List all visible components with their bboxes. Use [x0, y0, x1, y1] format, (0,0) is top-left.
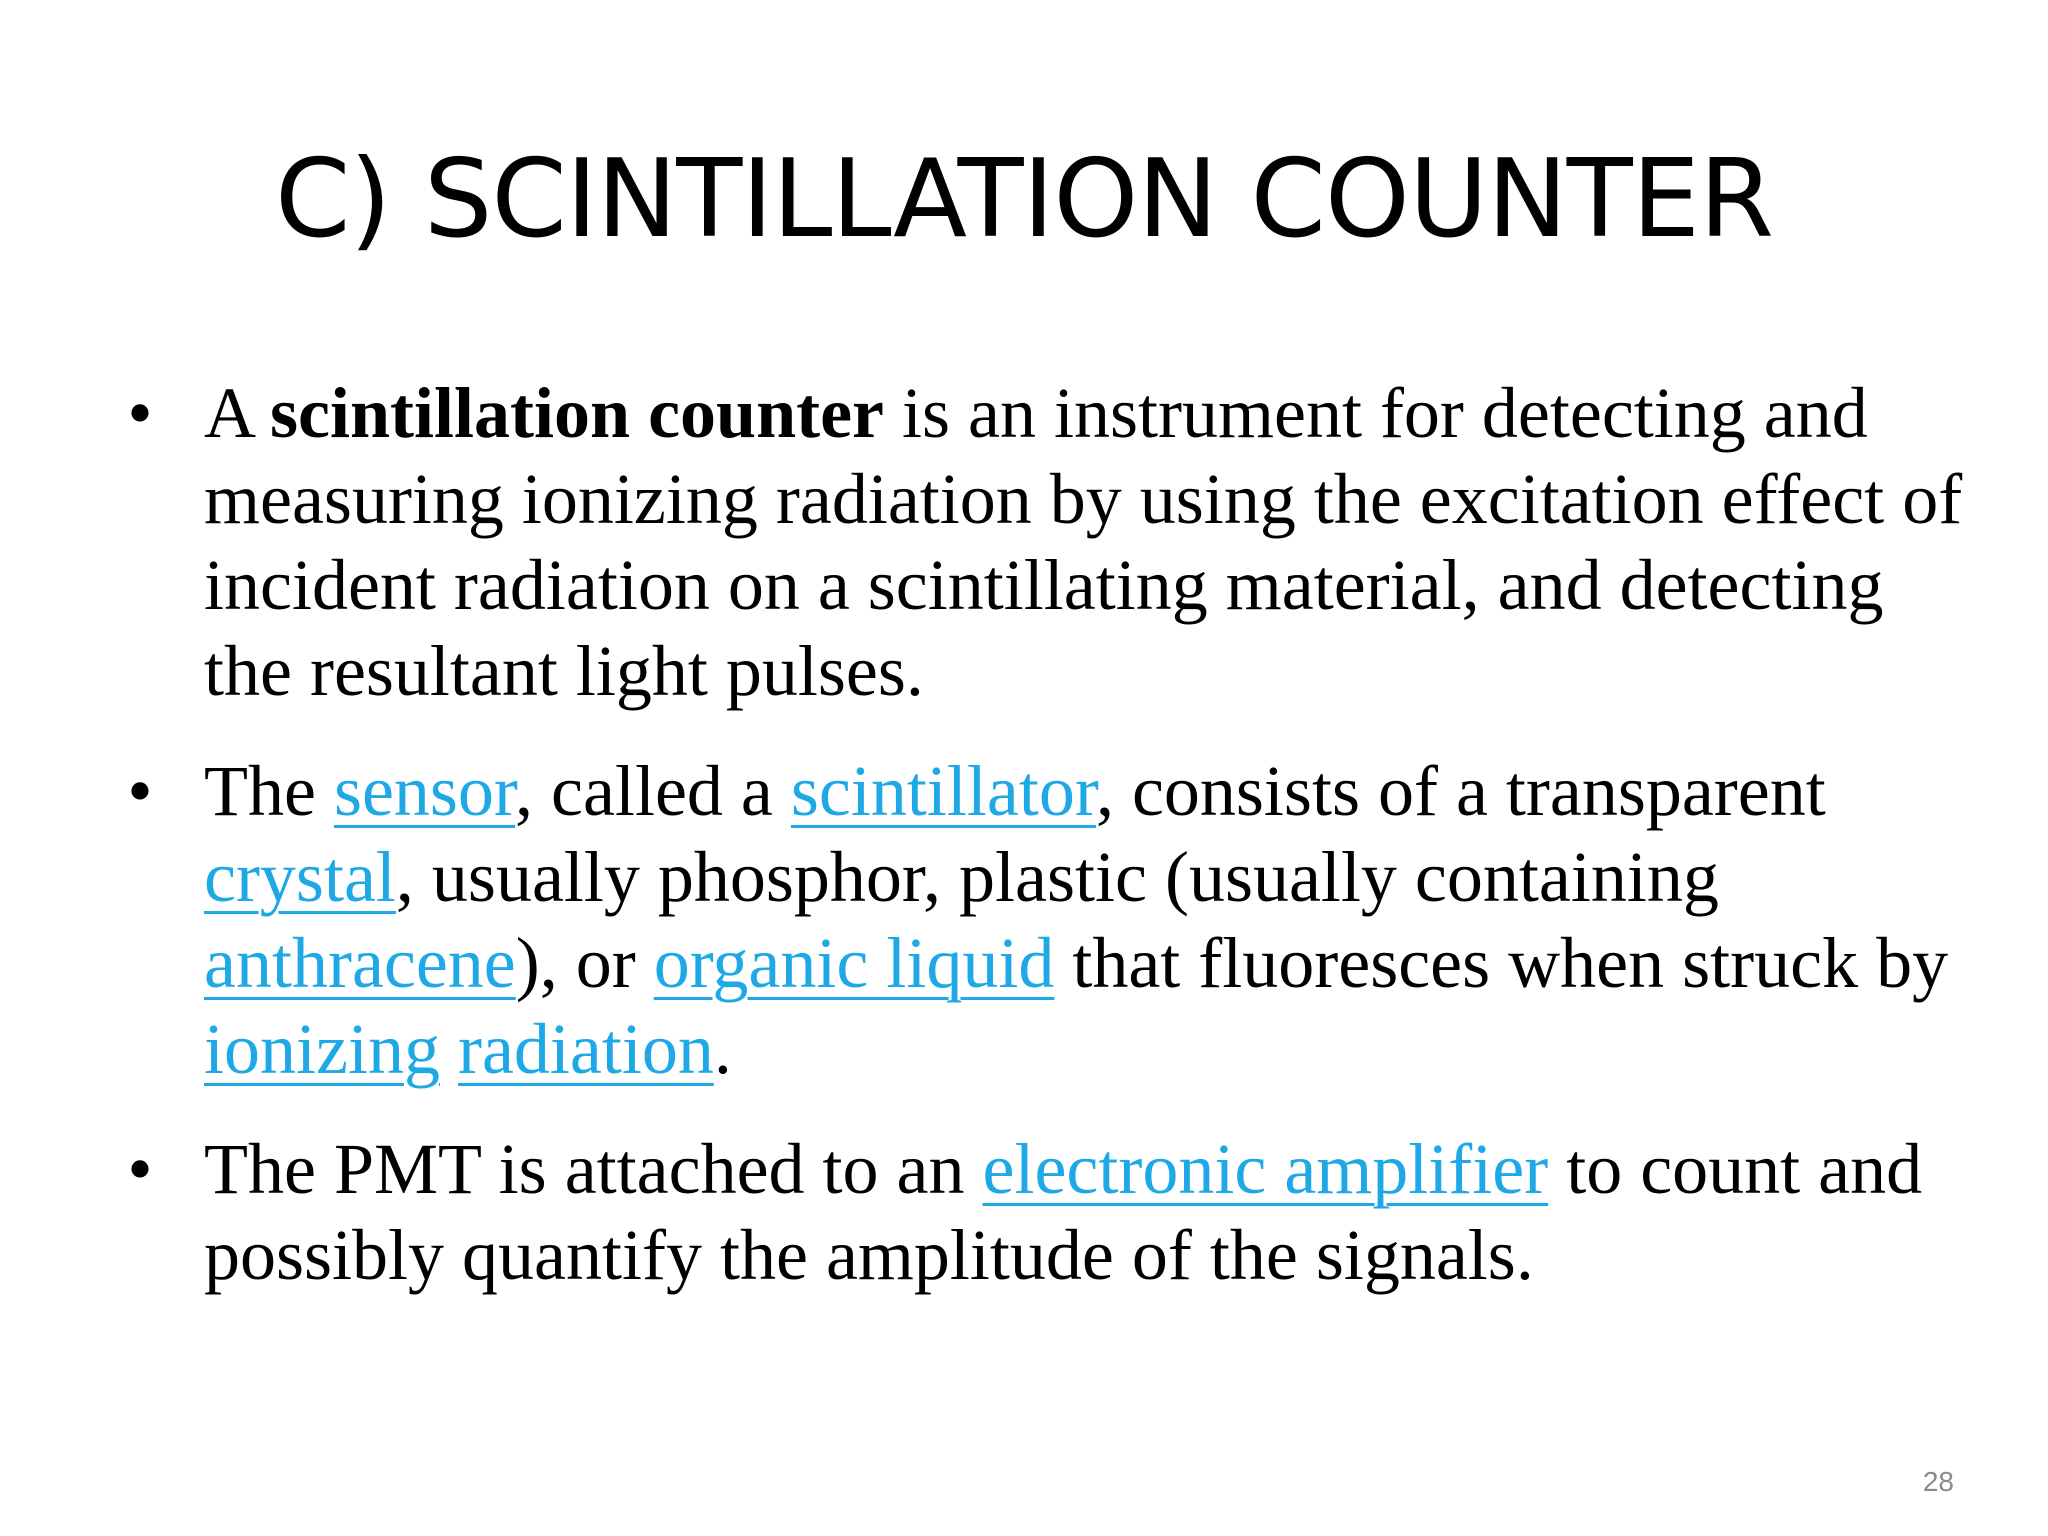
link-radiation[interactable]: radiation [457, 1009, 714, 1089]
bullet-item-definition [120, 370, 1980, 714]
bullet-text: The PMT is attached to an [204, 1129, 983, 1209]
link-scintillator[interactable]: scintillator [790, 751, 1096, 831]
bullet-text: is an instrument for detecting and measuring ionizing radiation by using the excitation effect of incident radiation on a scintillating material, and detecting the resultant light pulses. [204, 373, 1963, 711]
bullet-icon: • [127, 1129, 153, 1209]
bullet-text: The [204, 751, 334, 831]
bullet-icon: • [127, 373, 153, 453]
bullet-text: , usually phosphor, plastic (usually containing [395, 837, 1719, 917]
bullet-item-sensor [120, 748, 1980, 1092]
bullet-icon: • [127, 751, 153, 831]
bullet-text: ), or [515, 923, 654, 1003]
bullet-text [440, 1009, 458, 1089]
bullet-text: , consists of a transparent [1095, 751, 1826, 831]
link-electronic-amplifier[interactable]: electronic amplifier [982, 1129, 1549, 1209]
bullet-text: to count and possibly quantify the amplitude of the signals. [204, 1129, 1923, 1295]
bullet-text: A [204, 373, 271, 453]
bold-term: scintillation counter [270, 373, 884, 453]
bullet-list [120, 370, 1980, 1332]
slide-title: C) SCINTILLATION COUNTER [274, 137, 1774, 262]
link-organic-liquid[interactable]: organic liquid [653, 923, 1055, 1003]
bullet-text: , called a [515, 751, 791, 831]
page-number: 28 [1922, 1466, 1954, 1497]
bullet-text: that fluoresces when struck by [1054, 923, 1949, 1003]
link-anthracene[interactable]: anthracene [204, 923, 516, 1003]
bullet-item-pmt [120, 1126, 1980, 1298]
link-crystal[interactable]: crystal [204, 837, 396, 917]
bullet-text: . [713, 1009, 732, 1089]
link-ionizing[interactable]: ionizing [204, 1009, 440, 1089]
link-sensor[interactable]: sensor [333, 751, 516, 831]
